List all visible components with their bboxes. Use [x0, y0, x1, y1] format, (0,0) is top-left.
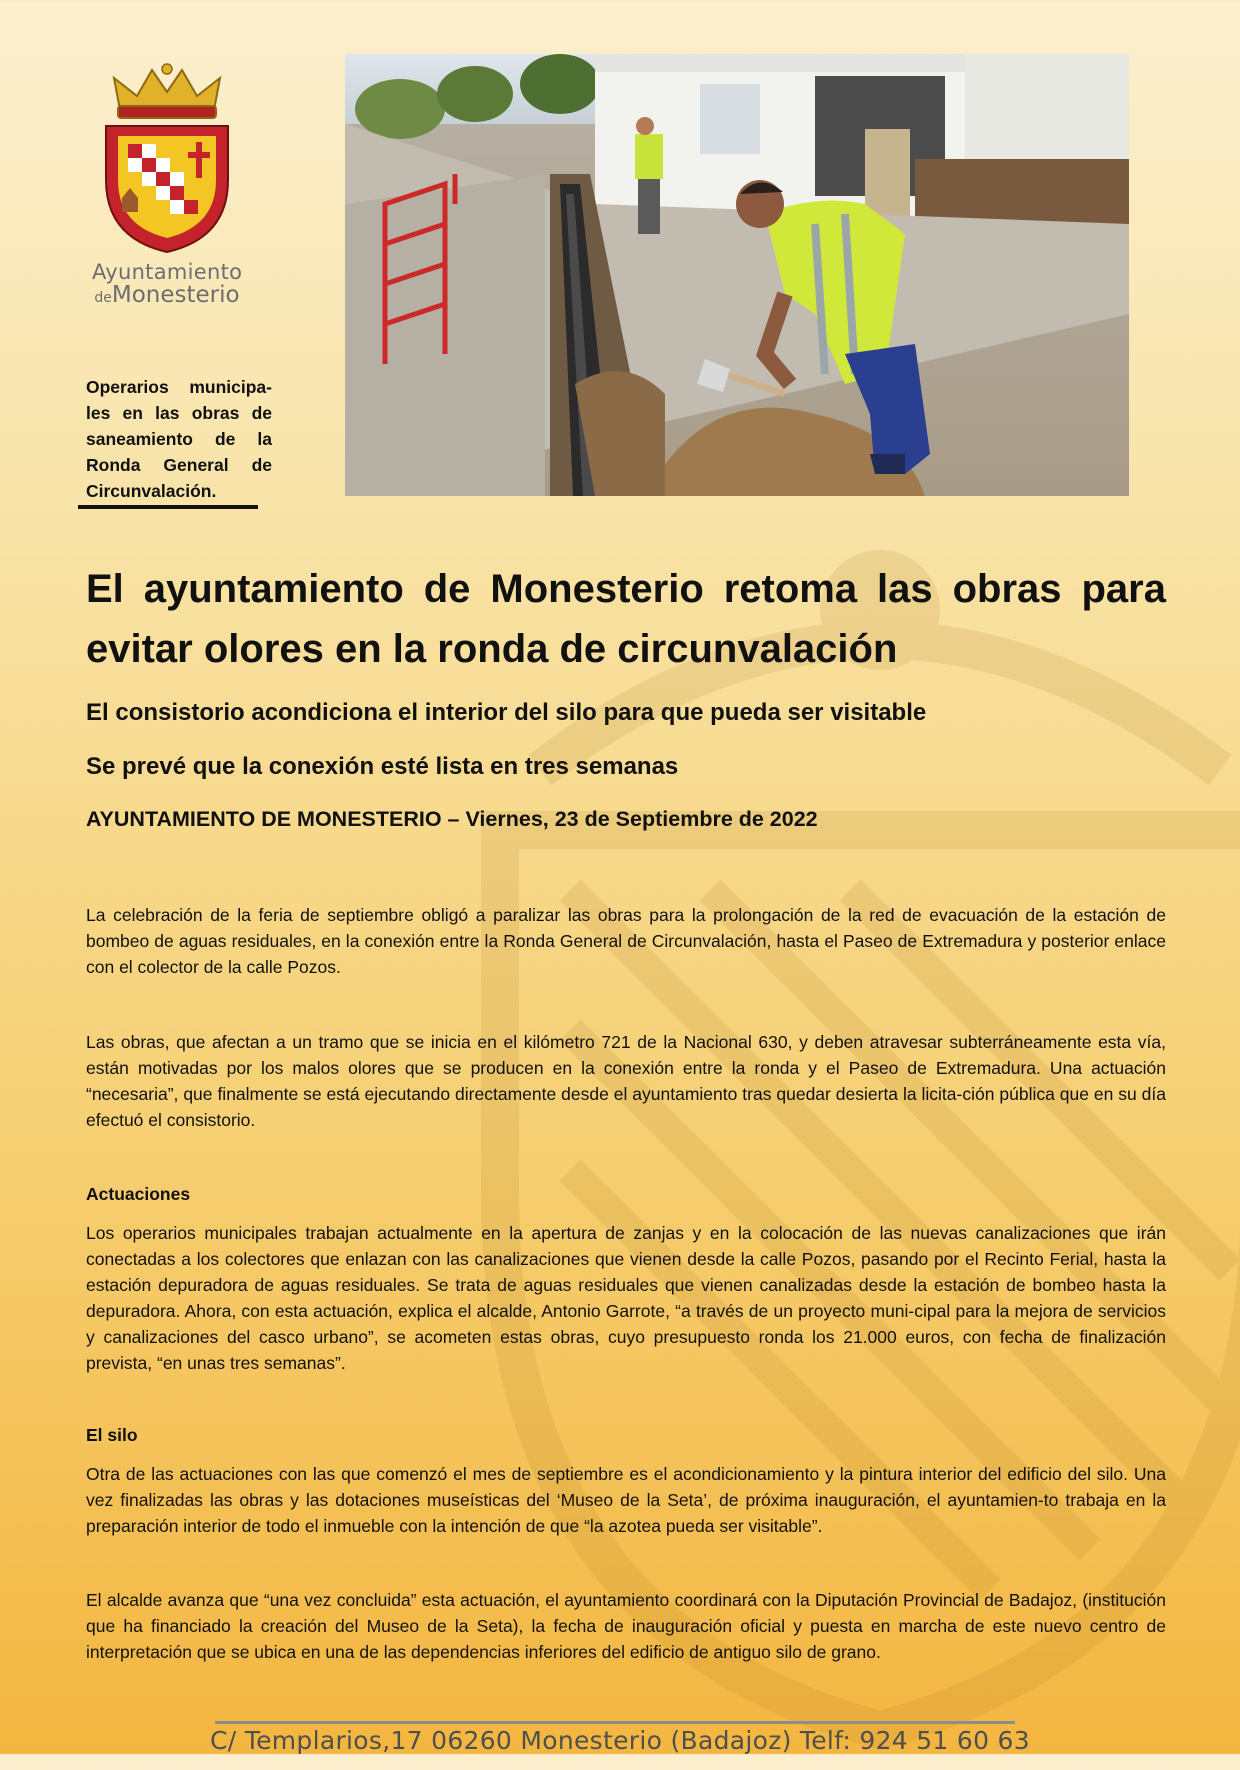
paragraph-1: La celebración de la feria de septiembre obligó a paralizar las obras para la prolongación de la red de evacuación de la estación de bombeo de aguas residuales, en la conexión entre la Ronda General de Circunvalación, hasta el Paseo de Extremadura y posterior enlace con el colector de la calle Pozos.	[86, 905, 1166, 977]
article-dateline: AYUNTAMIENTO DE MONESTERIO – Viernes, 23 de Septiembre de 2022	[86, 807, 818, 831]
paragraph-4: Otra de las actuaciones con las que comenzó el mes de septiembre es el acondicionamiento y la pintura interior del edificio del silo. Una vez finalizadas las obras y las dotaciones museísticas del ‘Museo de la Seta’, de próxima inauguración, el ayuntamien-to trabaja en la preparación interior de todo el inmueble con la intención de que “la azotea pueda ser visitable”.	[86, 1464, 1166, 1536]
coat-of-arms-icon	[92, 62, 242, 257]
photo-caption: Operarios municipa-les en las obras de saneamiento de la Ronda General de Circunvalación.	[86, 376, 272, 501]
ayuntamiento-logo	[92, 62, 242, 312]
footer-address: C/ Templarios,17 06260 Monesterio (Badajoz) Telf: 924 51 60 63	[210, 1726, 1030, 1755]
section-heading-actuaciones: Actuaciones	[86, 1184, 191, 1204]
logo-prefix: de	[94, 290, 112, 306]
caption-divider	[78, 505, 258, 509]
logo-town-name: Monesterio	[111, 282, 240, 308]
footer-divider	[215, 1721, 1015, 1724]
paragraph-5: El alcalde avanza que “una vez concluida” esta actuación, el ayuntamiento coordinará con la Diputación Provincial de Badajoz, (institución que ha financiado la creación del Museo de la Seta), la fecha de inauguración oficial y puesta en marcha de este nuevo centro de interpretación que se ubica en una de las dependencias inferiores del edificio de antiguo silo de grano.	[86, 1590, 1166, 1662]
logo-name-line-1: Ayuntamiento	[92, 260, 243, 284]
article-photo	[345, 54, 1129, 496]
logo-name-line-2	[92, 282, 242, 308]
article-headline: El ayuntamiento de Monesterio retoma las obras para evitar olores en la ronda de circunvalación	[86, 567, 1166, 671]
section-heading-el-silo: El silo	[86, 1425, 138, 1445]
article-subheadline-1: El consistorio acondiciona el interior del silo para que pueda ser visitable	[86, 699, 927, 726]
article-subheadline-2: Se prevé que la conexión esté lista en tres semanas	[86, 753, 679, 780]
paragraph-2: Las obras, que afectan a un tramo que se inicia en el kilómetro 721 de la Nacional 630, y deben atravesar subterráneamente esta vía, están motivadas por los malos olores que se producen en la conexión entre la ronda y el Paseo de Extremadura. Una actuación “necesaria”, que finalmente se está ejecutando directamente desde el ayuntamiento tras quedar desierta la licita-ción pública que en su día efectuó el consistorio.	[86, 1032, 1166, 1130]
paragraph-3: Los operarios municipales trabajan actualmente en la apertura de zanjas y en la colocación de las nuevas canalizaciones que irán conectadas a los colectores que enlazan con las canalizaciones que vienen desde la calle Pozos, pasando por el Recinto Ferial, hasta la estación depuradora de aguas residuales. Se trata de aguas residuales que vienen canalizadas desde la estación de bombeo hasta la depuradora. Ahora, con esta actuación, explica el alcalde, Antonio Garrote, “a través de un proyecto muni-cipal para la mejora de servicios y canalizaciones del casco urbano”, se acometen estas obras, cuyo presupuesto ronda los 21.000 euros, con fecha de finalización prevista, “en unas tres semanas”.	[86, 1223, 1166, 1373]
